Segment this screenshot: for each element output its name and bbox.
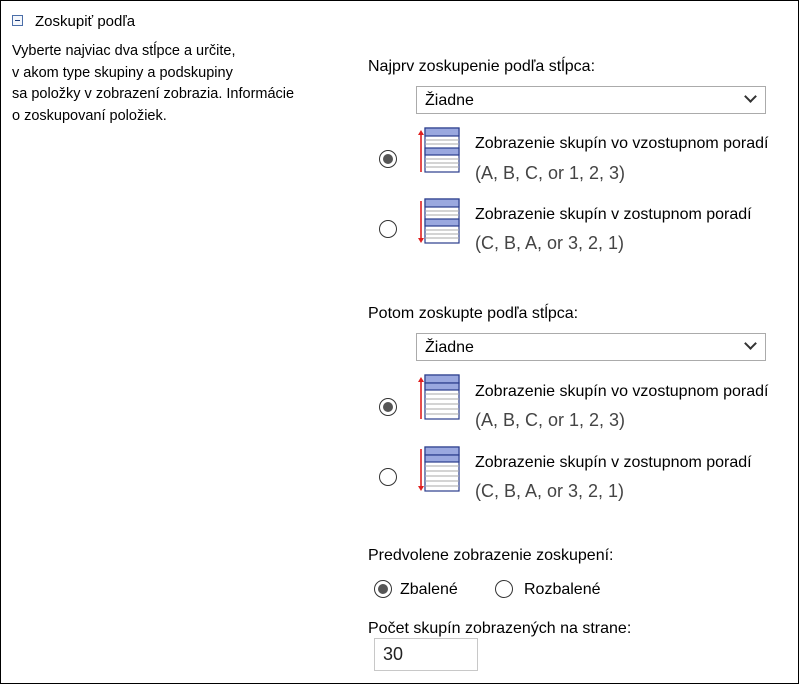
second-group-label: Potom zoskupte podľa stĺpca: [368,305,579,322]
section-title: Zoskupiť podľa [35,13,136,30]
minus-box-icon[interactable] [12,15,23,26]
expanded-radio[interactable] [495,580,513,598]
sort-ascending-icon [415,127,463,175]
description-line: o zoskupovaní položiek. [12,107,167,124]
chevron-down-icon [744,90,757,103]
sort-ascending-icon [415,374,463,422]
first-group-label: Najprv zoskupenie podľa stĺpca: [368,58,596,75]
sort-descending-icon [415,446,463,494]
groups-per-page-label: Počet skupín zobrazených na strane: [368,620,632,637]
first-group-select[interactable] [416,86,766,114]
second-group-select-value: Žiadne [425,339,474,356]
collapsed-radio[interactable] [374,580,392,598]
collapsed-label: Zbalené [400,581,458,598]
first-ascending-subtitle: (A, B, C, or 1, 2, 3) [475,163,626,183]
description-line: v akom type skupiny a podskupiny [12,64,233,81]
chevron-down-icon [744,337,757,350]
sort-descending-icon [415,198,463,246]
section-description [12,41,342,127]
second-ascending-title: Zobrazenie skupín vo vzostupnom poradí [475,383,769,400]
first-group-select-value: Žiadne [425,92,474,109]
second-ascending-radio[interactable] [379,398,397,416]
default-view-label: Predvolene zobrazenie zoskupení: [368,547,614,564]
first-descending-title: Zobrazenie skupín v zostupnom poradí [475,206,752,223]
first-descending-subtitle: (C, B, A, or 3, 2, 1) [475,233,625,253]
second-descending-radio[interactable] [379,468,397,486]
first-descending-radio[interactable] [379,220,397,238]
second-group-select[interactable] [416,333,766,361]
description-line: Vyberte najviac dva stĺpce a určite, [12,43,236,59]
groups-per-page-input[interactable] [374,638,478,671]
second-descending-title: Zobrazenie skupín v zostupnom poradí [475,454,752,471]
expanded-label: Rozbalené [524,581,601,598]
first-ascending-radio[interactable] [379,150,397,168]
second-ascending-subtitle: (A, B, C, or 1, 2, 3) [475,410,626,430]
second-descending-subtitle: (C, B, A, or 3, 2, 1) [475,481,625,501]
description-line: sa položky v zobrazení zobrazia. Informácie [12,86,295,102]
first-ascending-title: Zobrazenie skupín vo vzostupnom poradí [475,135,769,152]
